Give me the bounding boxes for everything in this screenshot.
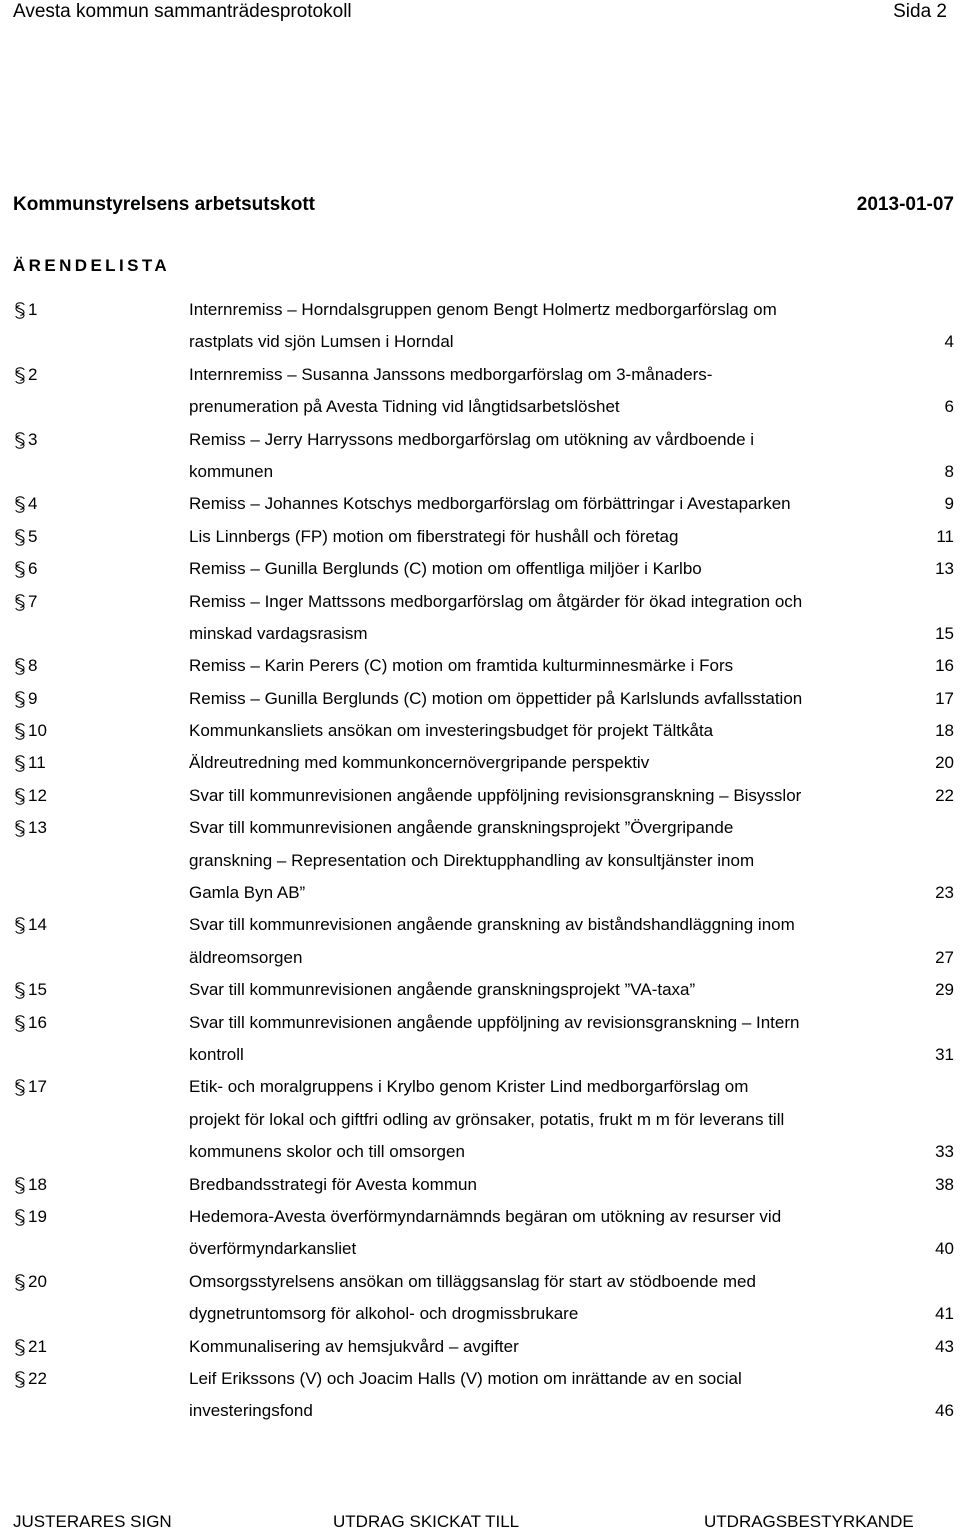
agenda-item — [0, 1331, 960, 1363]
agenda-item — [0, 909, 960, 974]
section-sign-icon — [13, 367, 27, 384]
item-text: Gamla Byn AB” — [189, 883, 306, 903]
item-text: Internremiss – Susanna Janssons medborgarförslag om 3-månaders- — [189, 364, 713, 384]
agenda-line — [0, 812, 960, 844]
agenda-item — [0, 586, 960, 651]
agenda-item — [0, 780, 960, 812]
item-number: 20 — [28, 1271, 47, 1291]
item-text: Remiss – Johannes Kotschys medborgarförslag om förbättringar i Avestaparken — [189, 494, 791, 514]
agenda-item — [0, 1169, 960, 1201]
agenda-line — [0, 1201, 960, 1233]
section-sign-icon — [13, 496, 27, 513]
item-text: kommunens skolor och till omsorgen — [189, 1142, 465, 1162]
item-text: kommunen — [189, 461, 274, 481]
item-number: 8 — [28, 656, 38, 676]
section-sign-icon — [13, 561, 27, 578]
item-text: Svar till kommunrevisionen angående granskning av biståndshandläggning inom — [189, 915, 795, 935]
item-page: 40 — [935, 1239, 954, 1259]
section-sign-icon — [13, 982, 27, 999]
agenda-line — [0, 586, 960, 618]
item-text: prenumeration på Avesta Tidning vid långtidsarbetslöshet — [189, 397, 620, 417]
item-number: 7 — [28, 591, 38, 611]
agenda-item — [0, 747, 960, 779]
item-text: Svar till kommunrevisionen angående granskningsprojekt ”VA-taxa” — [189, 980, 696, 1000]
section-sign-icon — [13, 788, 27, 805]
item-text: äldreomsorgen — [189, 947, 303, 967]
meeting-header — [0, 194, 960, 220]
item-text: Äldreutredning med kommunkoncernövergripande perspektiv — [189, 753, 650, 773]
agenda-line — [0, 1039, 960, 1071]
item-text: Internremiss – Horndalsgruppen genom Bengt Holmertz medborgarförslag om — [189, 300, 777, 319]
agenda-line — [0, 553, 960, 585]
item-page: 29 — [935, 980, 954, 1000]
agenda-line — [0, 683, 960, 715]
item-page: 18 — [935, 721, 954, 741]
item-page: 16 — [935, 656, 954, 676]
section-sign-icon — [13, 820, 27, 837]
item-number: 15 — [28, 980, 47, 1000]
agenda-item — [0, 1266, 960, 1331]
agenda-item — [0, 521, 960, 553]
section-sign-icon — [13, 755, 27, 772]
agenda-item — [0, 715, 960, 747]
item-number: 4 — [28, 494, 38, 514]
item-number: 12 — [28, 785, 47, 805]
item-number: 14 — [28, 915, 47, 935]
footer-bestyrkande: UTDRAGSBESTYRKANDE — [704, 1512, 914, 1531]
agenda-item — [0, 553, 960, 585]
item-page: 22 — [935, 785, 954, 805]
item-text: Svar till kommunrevisionen angående uppföljning av revisionsgranskning – Intern — [189, 1012, 800, 1032]
agenda-line — [0, 715, 960, 747]
agenda-line — [0, 1169, 960, 1201]
agenda-line — [0, 1395, 960, 1427]
agenda-line — [0, 359, 960, 391]
item-page: 33 — [935, 1142, 954, 1162]
agenda-line — [0, 650, 960, 682]
agenda-line — [0, 456, 960, 488]
item-text: Kommunkansliets ansökan om investeringsbudget för projekt Tältkåta — [189, 721, 714, 741]
agenda-line — [0, 780, 960, 812]
item-number: 2 — [28, 364, 38, 384]
section-sign-icon — [13, 1371, 27, 1388]
agenda-line — [0, 1266, 960, 1298]
item-number: 1 — [28, 300, 38, 319]
item-page: 41 — [935, 1304, 954, 1324]
item-number: 11 — [28, 753, 46, 773]
agenda-line — [0, 424, 960, 456]
item-text: granskning – Representation och Direktupphandling av konsultjänster inom — [189, 850, 755, 870]
agenda-list — [0, 294, 960, 1428]
section-sign-icon — [13, 658, 27, 675]
item-text: överförmyndarkansliet — [189, 1239, 357, 1259]
item-page: 46 — [935, 1401, 954, 1421]
section-sign-icon — [13, 1274, 27, 1291]
item-page: 27 — [935, 947, 954, 967]
agenda-line — [0, 1104, 960, 1136]
agenda-item — [0, 812, 960, 909]
item-page: 6 — [944, 397, 954, 417]
agenda-item — [0, 488, 960, 520]
item-text: Bredbandsstrategi för Avesta kommun — [189, 1174, 477, 1194]
footer-sign: JUSTERARES SIGN — [13, 1512, 172, 1531]
agenda-item — [0, 650, 960, 682]
section-sign-icon — [13, 1339, 27, 1356]
document-title: Avesta kommun sammanträdesprotokoll — [13, 1, 352, 22]
agenda-item — [0, 1007, 960, 1072]
agenda-line — [0, 1071, 960, 1103]
section-sign-icon — [13, 1177, 27, 1194]
section-sign-icon — [13, 594, 27, 611]
agenda-line — [0, 391, 960, 423]
item-text: Remiss – Gunilla Berglunds (C) motion om offentliga miljöer i Karlbo — [189, 559, 702, 579]
item-page: 11 — [936, 526, 954, 546]
section-sign-icon — [13, 302, 27, 319]
agenda-line — [0, 877, 960, 909]
agenda-line — [0, 845, 960, 877]
section-title: ÄRENDELISTA — [13, 256, 171, 275]
agenda-item — [0, 1201, 960, 1266]
section-sign-icon — [13, 529, 27, 546]
agenda-line — [0, 488, 960, 520]
agenda-line — [0, 1331, 960, 1363]
agenda-item — [0, 974, 960, 1006]
page-footer — [0, 1510, 960, 1536]
page-number: Sida 2 — [893, 1, 947, 22]
agenda-line — [0, 909, 960, 941]
agenda-line — [0, 294, 960, 326]
section-sign-icon — [13, 691, 27, 708]
page-header — [0, 0, 960, 28]
section-sign-icon — [13, 1015, 27, 1032]
agenda-line — [0, 974, 960, 1006]
item-text: Svar till kommunrevisionen angående uppföljning revisionsgranskning – Bisysslor — [189, 785, 802, 805]
agenda-item — [0, 294, 960, 359]
section-sign-icon — [13, 1079, 27, 1096]
item-text: Leif Erikssons (V) och Joacim Halls (V) motion om inrättande av en social — [189, 1368, 742, 1388]
section-sign-icon — [13, 917, 27, 934]
agenda-line — [0, 618, 960, 650]
agenda-line — [0, 326, 960, 358]
item-number: 19 — [28, 1206, 47, 1226]
agenda-line — [0, 1136, 960, 1168]
item-text: Svar till kommunrevisionen angående granskningsprojekt ”Övergripande — [189, 818, 734, 838]
item-text: minskad vardagsrasism — [189, 623, 368, 643]
item-text: projekt för lokal och giftfri odling av grönsaker, potatis, frukt m m för leverans till — [189, 1109, 785, 1129]
item-number: 16 — [28, 1012, 47, 1032]
agenda-line — [0, 521, 960, 553]
item-page: 13 — [935, 559, 954, 579]
item-page: 15 — [935, 623, 954, 643]
meeting-date: 2013-01-07 — [856, 194, 954, 215]
footer-utdrag: UTDRAG SKICKAT TILL — [333, 1512, 520, 1531]
agenda-line — [0, 1363, 960, 1395]
item-number: 17 — [28, 1077, 47, 1097]
item-page: 9 — [944, 494, 954, 514]
item-number: 10 — [28, 721, 47, 741]
section-sign-icon — [13, 1209, 27, 1226]
item-page: 31 — [935, 1044, 954, 1064]
committee-name: Kommunstyrelsens arbetsutskott — [13, 194, 315, 215]
agenda-line — [0, 1233, 960, 1265]
agenda-item — [0, 359, 960, 424]
agenda-item — [0, 683, 960, 715]
item-text: Kommunalisering av hemsjukvård – avgifter — [189, 1336, 519, 1356]
item-text: dygnetruntomsorg för alkohol- och drogmissbrukare — [189, 1304, 579, 1324]
agenda-item — [0, 1363, 960, 1428]
agenda-line — [0, 1007, 960, 1039]
item-text: Omsorgsstyrelsens ansökan om tilläggsanslag för start av stödboende med — [189, 1271, 756, 1291]
agenda-item — [0, 1071, 960, 1168]
item-page: 23 — [935, 883, 954, 903]
item-page: 43 — [935, 1336, 954, 1356]
item-number: 18 — [28, 1174, 47, 1194]
item-text: Lis Linnbergs (FP) motion om fiberstrategi för hushåll och företag — [189, 526, 679, 546]
agenda-line — [0, 942, 960, 974]
item-text: rastplats vid sjön Lumsen i Horndal — [189, 332, 454, 352]
agenda-line — [0, 1298, 960, 1330]
section-sign-icon — [13, 723, 27, 740]
item-number: 13 — [28, 818, 47, 838]
item-page: 8 — [944, 461, 954, 481]
item-number: 21 — [28, 1336, 47, 1356]
item-text: Remiss – Inger Mattssons medborgarförslag om åtgärder för ökad integration och — [189, 591, 803, 611]
item-number: 22 — [28, 1368, 47, 1388]
item-text: Etik- och moralgruppens i Krylbo genom Krister Lind medborgarförslag om — [189, 1077, 749, 1097]
item-text: kontroll — [189, 1044, 244, 1064]
item-number: 3 — [28, 429, 38, 449]
item-number: 6 — [28, 559, 38, 579]
item-page: 20 — [935, 753, 954, 773]
agenda-item — [0, 424, 960, 489]
item-text: investeringsfond — [189, 1401, 313, 1421]
item-number: 5 — [28, 526, 38, 546]
item-page: 4 — [944, 332, 954, 352]
item-text: Hedemora-Avesta överförmyndarnämnds begäran om utökning av resurser vid — [189, 1206, 782, 1226]
section-sign-icon — [13, 432, 27, 449]
item-text: Remiss – Karin Perers (C) motion om framtida kulturminnesmärke i Fors — [189, 656, 734, 676]
item-text: Remiss – Jerry Harryssons medborgarförslag om utökning av vårdboende i — [189, 429, 755, 449]
item-number: 9 — [28, 688, 38, 708]
agenda-line — [0, 747, 960, 779]
item-text: Remiss – Gunilla Berglunds (C) motion om öppettider på Karlslunds avfallsstation — [189, 688, 803, 708]
item-page: 17 — [935, 688, 954, 708]
item-page: 38 — [935, 1174, 954, 1194]
